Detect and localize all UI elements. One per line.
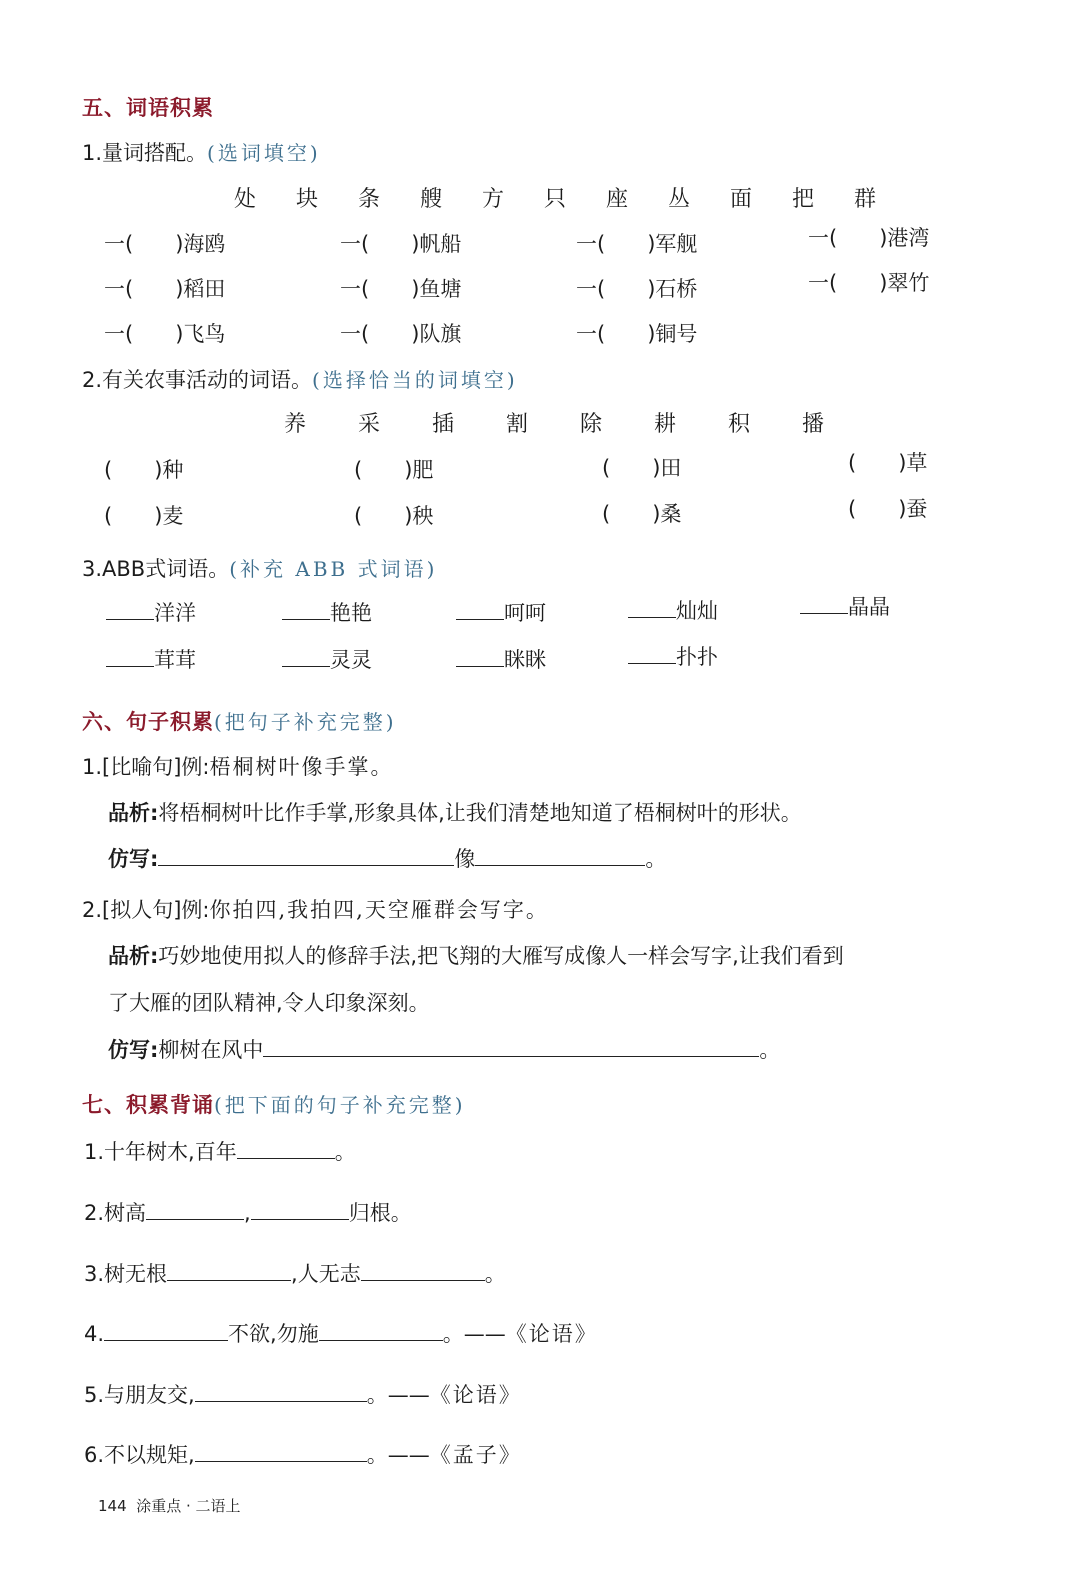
- q1-fill-item[interactable]: 一( )铜号: [576, 322, 698, 346]
- page-number: 144: [98, 1497, 127, 1515]
- personification-analysis: [108, 940, 844, 970]
- answer-blank[interactable]: [263, 1038, 759, 1057]
- answer-blank[interactable]: [361, 1262, 485, 1281]
- q3-heading: [82, 553, 437, 583]
- answer-blank[interactable]: [628, 599, 676, 618]
- answer-blank[interactable]: [167, 1262, 291, 1281]
- section-7-heading: [82, 1089, 466, 1119]
- answer-blank[interactable]: [251, 1201, 349, 1220]
- q1-fill-item[interactable]: 一( )军舰: [576, 232, 698, 256]
- personification-example: [82, 894, 549, 924]
- recite-item-6: [84, 1439, 522, 1469]
- section-6-title: 六、句子积累: [82, 710, 214, 734]
- abb-suffix: 艳艳: [330, 601, 372, 625]
- recite-text: 2.树高: [84, 1201, 147, 1225]
- word-option: 处: [233, 187, 256, 212]
- word-option: 丛: [667, 187, 690, 212]
- answer-blank[interactable]: [195, 1443, 367, 1462]
- answer-blank[interactable]: [104, 1322, 228, 1341]
- q1-fill-item[interactable]: 一( )鱼塘: [340, 277, 462, 301]
- recite-item-1: [84, 1136, 356, 1166]
- word-option: 块: [295, 187, 318, 212]
- q1-heading: [82, 137, 321, 167]
- personification-analysis-cont: 了大雁的团队精神,令人印象深刻。: [108, 991, 430, 1015]
- imitate-prefix: 柳树在风中: [158, 1038, 264, 1062]
- q1-fill-item[interactable]: 一( )飞鸟: [104, 322, 226, 346]
- imitate-mid: 像: [454, 847, 476, 871]
- q2-fill-item[interactable]: ( )秧: [354, 504, 434, 528]
- word-option: 把: [791, 187, 814, 212]
- answer-blank[interactable]: [158, 847, 454, 866]
- abb-item[interactable]: [282, 644, 372, 674]
- q1-fill-item[interactable]: 一( )石桥: [576, 277, 698, 301]
- recite-text: 1.十年树木,百年: [84, 1140, 237, 1164]
- personification-example-text: 你拍四,我拍四,天空雁群会写字。: [209, 898, 549, 922]
- answer-blank[interactable]: [146, 1201, 244, 1220]
- recite-text: 5.与朋友交,: [84, 1383, 195, 1407]
- recite-text: 。——: [366, 1383, 430, 1407]
- abb-suffix: 呵呵: [504, 601, 546, 625]
- recite-source: 《孟子》: [429, 1443, 522, 1467]
- answer-blank[interactable]: [628, 645, 676, 664]
- analysis-label: 品析:: [108, 801, 159, 825]
- recite-text: 4.: [84, 1322, 105, 1346]
- recite-text: 6.不以规矩,: [84, 1443, 195, 1467]
- q1-fill-item[interactable]: 一( )港湾: [808, 226, 930, 250]
- word-option: 积: [727, 412, 750, 437]
- simile-label: 1.[比喻句]例:: [82, 755, 210, 779]
- imitate-label: 仿写:: [108, 847, 159, 871]
- recite-text: 归根。: [348, 1201, 412, 1225]
- q2-fill-item[interactable]: ( )麦: [104, 504, 184, 528]
- q1-fill-item[interactable]: 一( )稻田: [104, 277, 226, 301]
- recite-text: 不欲,勿施: [228, 1322, 319, 1346]
- recite-text: 3.树无根: [84, 1262, 168, 1286]
- recite-item-2: [84, 1197, 412, 1227]
- answer-blank[interactable]: [195, 1383, 367, 1402]
- q2-hint: (选择恰当的词填空): [312, 368, 518, 392]
- word-option: 座: [605, 187, 628, 212]
- word-option: 采: [357, 412, 380, 437]
- answer-blank[interactable]: [106, 601, 154, 620]
- recite-item-3: [84, 1258, 506, 1288]
- section-7-title: 七、积累背诵: [82, 1093, 214, 1117]
- q2-fill-item[interactable]: ( )肥: [354, 458, 434, 482]
- word-option: 养: [283, 412, 306, 437]
- q2-word-bank: [258, 407, 850, 438]
- q1-fill-item[interactable]: 一( )翠竹: [808, 271, 930, 295]
- simile-imitate: [108, 843, 666, 873]
- answer-blank[interactable]: [282, 601, 330, 620]
- recite-text: ,人无志: [291, 1262, 361, 1286]
- abb-suffix: 扑扑: [676, 645, 718, 669]
- q1-label: 1.量词搭配。: [82, 141, 208, 165]
- q1-hint: (选词填空): [207, 141, 321, 165]
- answer-blank[interactable]: [456, 601, 504, 620]
- abb-item[interactable]: [106, 597, 196, 627]
- word-option: 播: [801, 412, 824, 437]
- recite-text: 。: [484, 1262, 506, 1286]
- abb-suffix: 眯眯: [504, 648, 546, 672]
- word-option: 方: [481, 187, 504, 212]
- abb-suffix: 灵灵: [330, 648, 372, 672]
- imitate-label: 仿写:: [108, 1038, 159, 1062]
- recite-text: 。——: [442, 1322, 506, 1346]
- answer-blank[interactable]: [319, 1322, 443, 1341]
- q1-word-bank: [214, 182, 896, 213]
- answer-blank[interactable]: [456, 648, 504, 667]
- personification-label: 2.[拟人句]例:: [82, 898, 210, 922]
- abb-item[interactable]: [106, 644, 196, 674]
- section-5-title: 五、词语积累: [82, 96, 214, 120]
- section-6-hint: (把句子补充完整): [214, 710, 397, 734]
- q2-label: 2.有关农事活动的词语。: [82, 368, 313, 392]
- q3-label: 3.ABB式词语。: [82, 557, 230, 581]
- analysis-text: 将梧桐树叶比作手掌,形象具体,让我们清楚地知道了梧桐树叶的形状。: [158, 801, 802, 825]
- answer-blank[interactable]: [800, 595, 848, 614]
- simile-analysis: [108, 797, 802, 827]
- section-6-heading: [82, 706, 397, 736]
- abb-suffix: 洋洋: [154, 601, 196, 625]
- recite-item-5: [84, 1379, 522, 1409]
- abb-suffix: 灿灿: [676, 599, 718, 623]
- abb-item[interactable]: [282, 597, 372, 627]
- recite-text: 。——: [366, 1443, 430, 1467]
- section-7-hint: (把下面的句子补充完整): [214, 1093, 466, 1117]
- answer-blank[interactable]: [106, 648, 154, 667]
- analysis-label: 品析:: [108, 944, 159, 968]
- simile-example-text: 梧桐树叶像手掌。: [209, 755, 394, 779]
- word-option: 除: [579, 412, 602, 437]
- word-option: 插: [431, 412, 454, 437]
- personification-imitate: [108, 1034, 780, 1064]
- word-option: 割: [505, 412, 528, 437]
- q2-fill-item[interactable]: ( )蚕: [848, 497, 928, 521]
- q1-fill-item[interactable]: 一( )海鸥: [104, 232, 226, 256]
- recite-text: ,: [244, 1201, 251, 1225]
- answer-blank[interactable]: [475, 847, 645, 866]
- recite-source: 《论语》: [505, 1322, 598, 1346]
- word-option: 群: [853, 187, 876, 212]
- q2-fill-item[interactable]: ( )桑: [602, 502, 682, 526]
- recite-source: 《论语》: [429, 1383, 522, 1407]
- q2-fill-item[interactable]: ( )田: [602, 456, 682, 480]
- answer-blank[interactable]: [282, 648, 330, 667]
- analysis-text: 巧妙地使用拟人的修辞手法,把飞翔的大雁写成像人一样会写字,让我们看到: [158, 944, 844, 968]
- answer-blank[interactable]: [237, 1140, 335, 1159]
- abb-item[interactable]: [456, 597, 546, 627]
- recite-text: 。: [334, 1140, 356, 1164]
- book-title: 涂重点 · 二语上: [136, 1497, 241, 1515]
- abb-item[interactable]: [628, 595, 718, 625]
- word-option: 艘: [419, 187, 442, 212]
- simile-example: [82, 751, 394, 781]
- page-footer: [98, 1495, 241, 1516]
- q3-hint: (补充 ABB 式词语): [229, 557, 438, 581]
- q1-fill-item[interactable]: 一( )队旗: [340, 322, 462, 346]
- imitate-end: 。: [645, 847, 667, 871]
- word-option: 只: [543, 187, 566, 212]
- abb-item[interactable]: [628, 641, 718, 671]
- abb-item[interactable]: [800, 591, 890, 621]
- imitate-end: 。: [759, 1038, 781, 1062]
- recite-item-4: [84, 1318, 598, 1348]
- word-option: 条: [357, 187, 380, 212]
- q2-heading: [82, 364, 518, 394]
- q1-fill-item[interactable]: 一( )帆船: [340, 232, 462, 256]
- abb-suffix: 茸茸: [154, 648, 196, 672]
- word-option: 耕: [653, 412, 676, 437]
- abb-suffix: 晶晶: [848, 595, 890, 619]
- q2-fill-item[interactable]: ( )种: [104, 458, 184, 482]
- abb-item[interactable]: [456, 644, 546, 674]
- word-option: 面: [729, 187, 752, 212]
- q2-fill-item[interactable]: ( )草: [848, 451, 928, 475]
